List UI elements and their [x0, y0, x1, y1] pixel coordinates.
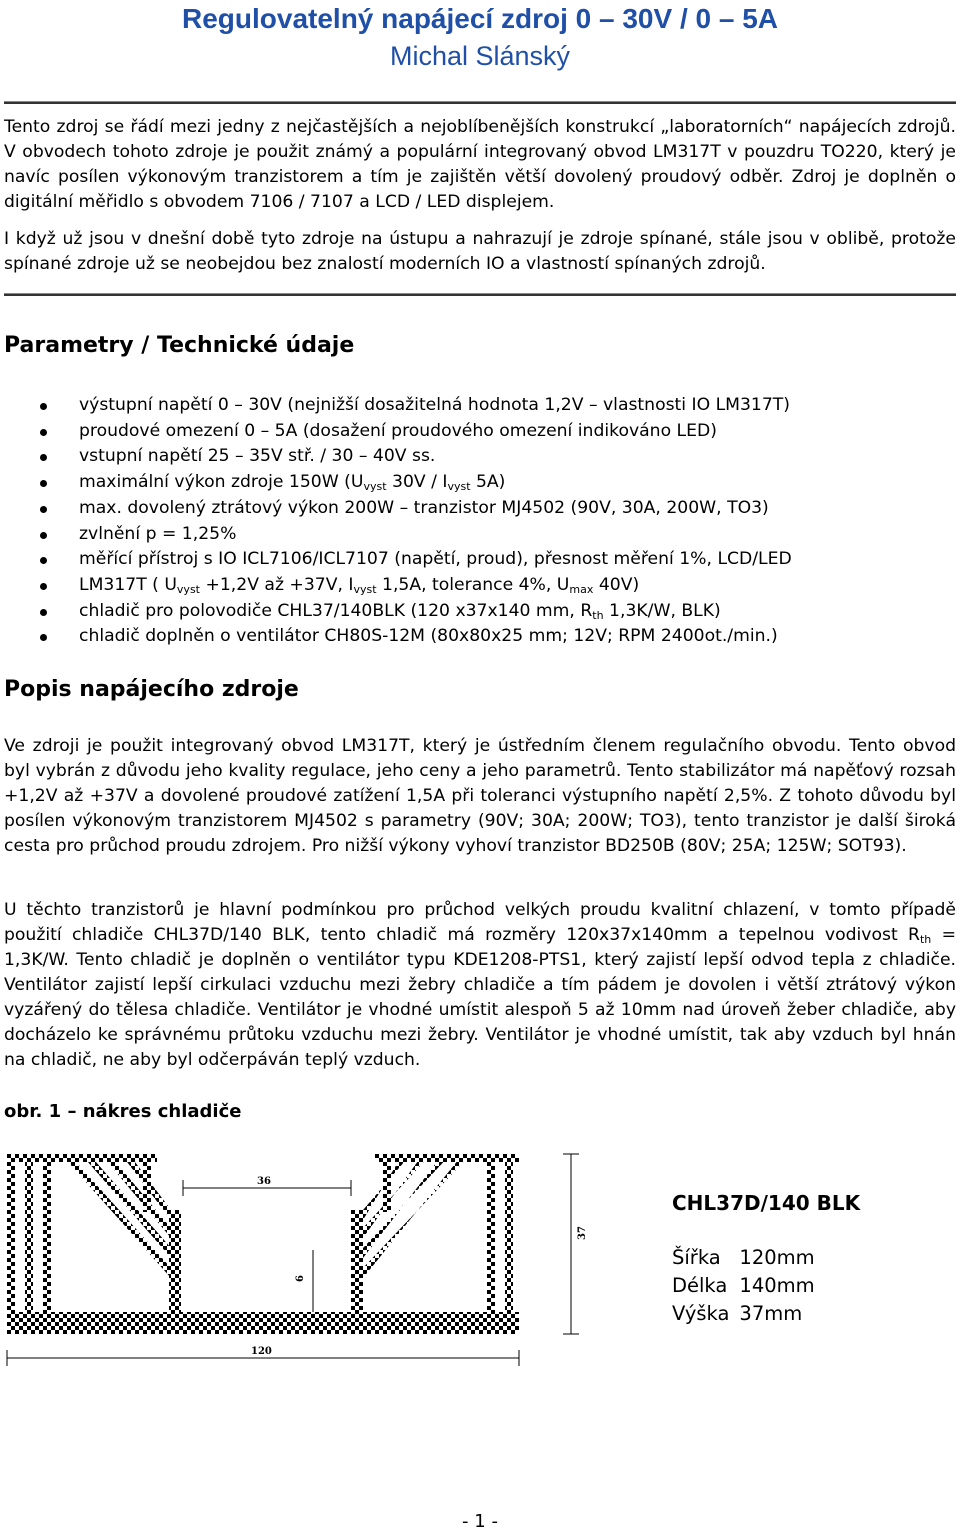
- description-paragraph: Ve zdroji je použit integrovaný obvod LM317T, který je ústředním členem regulačního obvodu. Tento obvod byl vybrán z důvodu jeho kvality regulace, jeho ceny a jeho parametrů. Tento stabilizátor má napěťový rozsah +1,2V až +37V a dovolené proudové zatížení 1,5A při toleranci výstupního napětí 2,5%. Z tohoto důvodu byl posílen výkonovým tranzistorem MJ4502 s parametry (90V; 30A; 200W; TO3), tento tranzistor je další široká cesta pro průchod proudu zdrojem. Pro nižší výkony vyhoví tranzistor BD250B (80V; 25A; 125W; SOT93).: [4, 736, 956, 856]
- bullet-icon: [40, 506, 47, 513]
- intro-paragraph-2: I když už jsou v dnešní době tyto zdroje na ústupu a nahrazují je zdroje spínané, stále jsou v oblibě, protože spínané zdroje už se neobejdou bez znalostí moderních IO a vlastností spínaných zdrojů.: [4, 229, 956, 274]
- list-item-text: měřící přístroj s IO ICL7106/ICL7107 (napětí, proud), přesnost měření 1%, LCD/LED: [79, 549, 792, 570]
- list-item: [0, 624, 950, 650]
- heatsink-spec: [672, 1191, 860, 1328]
- page-number: - 1 -: [462, 1511, 498, 1532]
- table-row: [672, 1300, 815, 1328]
- list-item-text: vstupní napětí 25 – 35V stř. / 30 – 40V ss.: [79, 446, 436, 467]
- table-row: [672, 1272, 815, 1300]
- list-item-text: max. dovolený ztrátový výkon 200W – tranzistor MJ4502 (90V, 30A, 200W, TO3): [79, 497, 769, 518]
- bullet-icon: [40, 609, 47, 616]
- list-item: [0, 599, 950, 625]
- subscript: th: [919, 933, 932, 946]
- list-item-text: proudové omezení 0 – 5A (dosažení proudového omezení indikováno LED): [79, 420, 717, 441]
- bullet-icon: [40, 634, 47, 641]
- author-name: Michal Slánský: [389, 41, 571, 71]
- text-fragment: 40V): [593, 574, 640, 595]
- bullet-icon: [40, 454, 47, 461]
- list-item: [0, 522, 950, 548]
- divider: [4, 101, 956, 104]
- dimension-label-top: 36: [257, 1176, 271, 1187]
- bullet-icon: [40, 429, 47, 436]
- intro-paragraph: Tento zdroj se řádí mezi jedny z nejčastějších a nejoblíbenějších konstrukcí „laboratorních“ napájecích zdrojů. V obvodech tohoto zdroje je použit známý a populární integrovaný obvod LM317T v pouzdru TO220, který je navíc posílen výkonovým tranzistorem a tím je zajištěn větší dovolený proudový odběr. Zdroj je doplněn o digitální měřidlo s obvodem 7106 / 7107 a LCD / LED displejem.: [4, 117, 956, 212]
- subscript: th: [592, 608, 604, 622]
- text-fragment: 1,5A, tolerance 4%, U: [376, 574, 570, 595]
- subscript: vyst: [363, 480, 387, 494]
- heatsink-drawing: [3, 1150, 603, 1378]
- text-fragment: 1,3K/W, BLK): [603, 600, 721, 621]
- list-item: [0, 496, 950, 522]
- divider: [4, 293, 956, 296]
- list-item: [0, 419, 950, 445]
- bullet-icon: [40, 403, 47, 410]
- list-item: [0, 573, 950, 599]
- parameter-list: [0, 393, 950, 650]
- spec-table: [672, 1244, 815, 1328]
- figure-caption: obr. 1 – nákres chladiče: [4, 1101, 242, 1122]
- spec-value: 140mm: [739, 1274, 815, 1297]
- spec-key: Výška: [672, 1302, 730, 1325]
- text-fragment: 30V / I: [386, 472, 448, 493]
- list-item-text: výstupní napětí 0 – 30V (nejnižší dosažitelná hodnota 1,2V – vlastnosti IO LM317T): [79, 395, 790, 415]
- text-fragment: maximální výkon zdroje 150W (U: [79, 472, 364, 493]
- text-fragment: 5A): [470, 472, 506, 493]
- spec-key: Šířka: [672, 1246, 721, 1269]
- list-item-text: chladič doplněn o ventilátor CH80S-12M (80x80x25 mm; 12V; RPM 2400ot./min.): [79, 626, 778, 647]
- text-fragment: +1,2V až +37V, I: [200, 574, 354, 595]
- description-paragraph-2: [4, 898, 956, 1073]
- list-item: [0, 444, 950, 470]
- dimension-label-bottom: 120: [251, 1346, 272, 1357]
- spec-title: CHL37D/140 BLK: [672, 1191, 861, 1215]
- bullet-icon: [40, 583, 47, 590]
- list-item: [0, 393, 950, 419]
- bullet-icon: [40, 557, 47, 564]
- list-item: [0, 470, 950, 496]
- text-fragment: LM317T ( U: [79, 574, 177, 595]
- list-item: [0, 547, 950, 573]
- text-fragment: chladič pro polovodiče CHL37/140BLK (120 x37x140 mm, R: [79, 600, 593, 621]
- text-fragment: U těchto tranzistorů je hlavní podmínkou pro průchod velkých proudu kvalitní chlazení, v tomto případě použití chladiče CHL37D/140 BLK, tento chladič má rozměry 120x37x140mm a tepelnou vodivost R: [4, 900, 956, 945]
- dimension-label-side: 37: [577, 1226, 588, 1240]
- section-heading-parameters: Parametry / Technické údaje: [4, 333, 355, 358]
- list-item-text: zvlnění p = 1,25%: [79, 523, 237, 544]
- subscript: vyst: [176, 582, 200, 596]
- list-item-text: [79, 601, 721, 621]
- bullet-icon: [40, 532, 47, 539]
- text-fragment: = 1,3K/W. Tento chladič je doplněn o ventilátor typu KDE1208-PTS1, který zajistí lepší odvod tepla z chladiče. Ventilátor zajistí lepší cirkulaci vzduchu mezi žebry chladiče a tím pádem je dovolen i větší ztrátový výkon vyzářený do tělesa chladiče. Ventilátor je vhodné umístit alespoň 5 až 10mm nad úroveň žeber chladiče, aby docházelo ke správnému průtoku vzduchu mezi žebry. Ventilátor je vhodné umístit, tak aby vzduch byl hnán na chladič, ne aby byl odčerpáván teplý vzduch.: [4, 925, 956, 1070]
- list-item-text: [79, 575, 639, 595]
- bullet-icon: [40, 480, 47, 487]
- subscript: vyst: [353, 582, 377, 596]
- spec-key: Délka: [672, 1274, 728, 1297]
- list-item-text: [79, 472, 505, 492]
- page-title: Regulovatelný napájecí zdroj 0 – 30V / 0 – 5A: [181, 3, 778, 34]
- subscript: vyst: [447, 480, 471, 494]
- subscript: max: [569, 582, 594, 596]
- section-heading-description: Popis napájecího zdroje: [4, 677, 299, 702]
- dimension-label-base: 6: [295, 1275, 306, 1282]
- table-row: [672, 1244, 815, 1272]
- spec-value: 120mm: [739, 1246, 815, 1269]
- spec-value: 37mm: [739, 1302, 803, 1325]
